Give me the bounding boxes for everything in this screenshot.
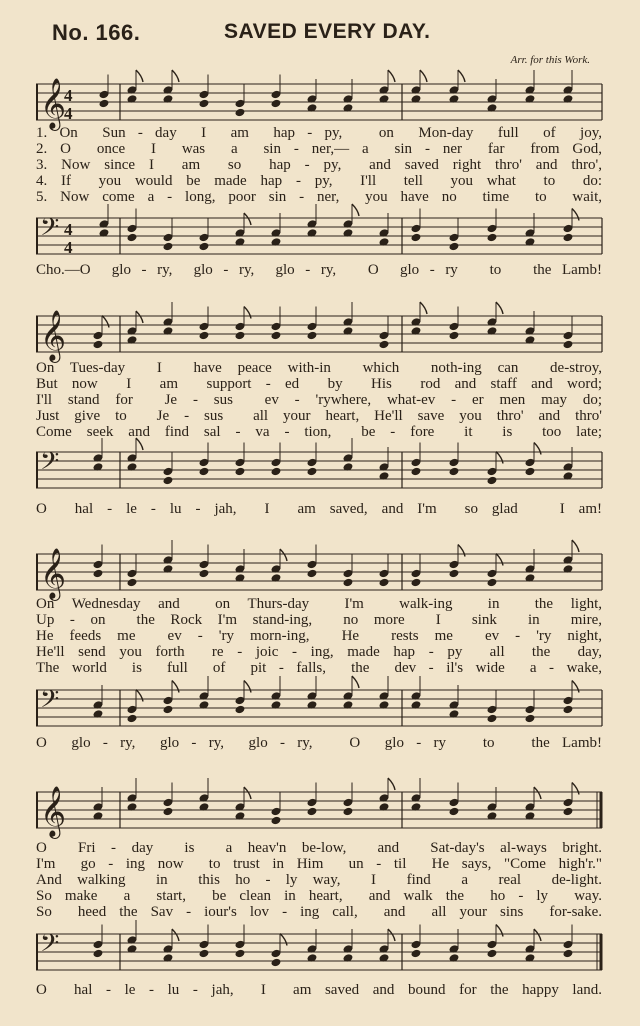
- note-head: [127, 714, 138, 724]
- note-head: [487, 949, 498, 959]
- note-flag: [420, 70, 427, 82]
- bass-staff-4: [36, 926, 614, 974]
- lyric-line: 1. On Sun - day I am hap - py, on Mon-day full of joy,: [36, 125, 602, 141]
- bass-clef-icon: 𝄢: [40, 213, 60, 248]
- lyric-line: He feeds me ev - 'ry morn-ing, He rests me ev - 'ry night,: [36, 628, 602, 644]
- refrain-lyrics-2: O hal - le - lu - jah, I am saved, and I'm so glad I am!: [36, 501, 602, 517]
- treble-staff-2: [36, 308, 614, 361]
- note-flag: [244, 213, 251, 225]
- note-head: [163, 242, 174, 252]
- lyric-line: 3. Now since I am so hap - py, and saved right thro' and thro',: [36, 157, 602, 173]
- note-head: [307, 467, 318, 477]
- note-head: [199, 331, 210, 341]
- note-flag: [172, 929, 179, 941]
- note-head: [127, 233, 138, 243]
- note-flag: [388, 929, 395, 941]
- note-head: [163, 807, 174, 817]
- time-signature-top: 4: [64, 220, 73, 239]
- note-flag: [352, 204, 359, 216]
- note-head: [307, 331, 318, 341]
- note-flag: [136, 311, 143, 323]
- note-flag: [244, 681, 251, 693]
- lyric-line: I'm go - ing now to trust in Him un - til He says, "Come high'r.": [36, 856, 602, 872]
- note-flag: [102, 316, 109, 328]
- note-head: [449, 467, 460, 477]
- note-flag: [534, 929, 541, 941]
- lyric-line: 2. O once I was a sin - ner,— a sin - ner far from God,: [36, 141, 602, 157]
- note-head: [525, 467, 536, 477]
- lyric-line: But now I am support - ed by His rod and staff and word;: [36, 376, 602, 392]
- note-head: [93, 569, 104, 579]
- note-head: [271, 467, 282, 477]
- note-flag: [244, 787, 251, 799]
- note-flag: [172, 70, 179, 82]
- treble-staff-3: [36, 546, 614, 599]
- lyric-line: 4. If you would be made hap - py, I'll tell you what to do:: [36, 173, 602, 189]
- verse-lyrics-4: [36, 840, 602, 920]
- refrain-lyrics-1: Cho.—O glo - ry, glo - ry, glo - ry, O glo - ry to the Lamb!: [36, 262, 602, 278]
- lyric-line: I'll stand for Je - sus ev - 'rywhere, what-ev - er men may do;: [36, 392, 602, 408]
- note-head: [235, 108, 246, 118]
- note-flag: [458, 70, 465, 82]
- note-head: [199, 242, 210, 252]
- lyric-line: He'll send you forth re - joic - ing, made hap - py all the day,: [36, 644, 602, 660]
- note-head: [411, 467, 422, 477]
- lyric-line: So heed the Sav - iour's lov - ing call, and all your sins for-sake.: [36, 904, 602, 920]
- lyric-line: 5. Now come a - long, poor sin - ner, you have no time to wait,: [36, 189, 602, 205]
- note-flag: [458, 545, 465, 557]
- note-head: [235, 705, 246, 715]
- note-head: [271, 331, 282, 341]
- note-head: [563, 233, 574, 243]
- note-head: [271, 958, 282, 968]
- refrain-lyrics-3: O glo - ry, glo - ry, glo - ry, O glo - ry to the Lamb!: [36, 735, 602, 751]
- verse-lyrics-1: [36, 125, 602, 205]
- treble-staff-4: [36, 784, 614, 837]
- note-head: [379, 578, 390, 588]
- note-head: [449, 242, 460, 252]
- hymn-number: No. 166.: [52, 20, 141, 45]
- lyric-line: Come seek and find sal - va - tion, be - fore it is too late;: [36, 424, 602, 440]
- note-head: [199, 467, 210, 477]
- lyric-line: On Tues-day I have peace with-in which noth-ing can de-stroy,: [36, 360, 602, 376]
- note-flag: [496, 452, 503, 464]
- note-head: [307, 807, 318, 817]
- note-head: [99, 99, 110, 109]
- treble-clef-icon: 𝄞: [40, 310, 67, 361]
- note-head: [563, 807, 574, 817]
- note-head: [127, 578, 138, 588]
- note-head: [93, 949, 104, 959]
- note-head: [487, 233, 498, 243]
- note-head: [379, 340, 390, 350]
- note-flag: [496, 554, 503, 566]
- note-flag: [280, 934, 287, 946]
- note-head: [199, 99, 210, 109]
- bass-clef-icon: 𝄢: [40, 929, 60, 964]
- note-head: [235, 949, 246, 959]
- lyric-line: Just give to Je - sus all your heart, He'll save you thro' and thro': [36, 408, 602, 424]
- bass-clef-icon: 𝄢: [40, 685, 60, 720]
- lyric-line: The world is full of pit - falls, the dev - il's wide a - wake,: [36, 660, 602, 676]
- note-flag: [572, 209, 579, 221]
- note-head: [271, 816, 282, 826]
- treble-clef-icon: 𝄞: [40, 78, 67, 129]
- note-flag: [534, 787, 541, 799]
- lyric-line: On Wednesday and on Thurs-day I'm walk-ing in the light,: [36, 596, 602, 612]
- arrangement-credit: Arr. for this Work.: [510, 54, 590, 66]
- note-head: [163, 476, 174, 486]
- note-flag: [572, 681, 579, 693]
- note-head: [487, 476, 498, 486]
- note-flag: [136, 690, 143, 702]
- time-signature-bottom: 4: [64, 238, 73, 257]
- refrain-lyrics-4: O hal - le - lu - jah, I am saved and bound for the happy land.: [36, 982, 602, 998]
- bass-staff-3: [36, 682, 614, 730]
- note-head: [93, 340, 104, 350]
- note-head: [235, 467, 246, 477]
- note-flag: [388, 778, 395, 790]
- note-head: [449, 807, 460, 817]
- note-head: [563, 949, 574, 959]
- note-flag: [172, 681, 179, 693]
- note-head: [411, 233, 422, 243]
- note-flag: [496, 925, 503, 937]
- hymn-title: SAVED EVERY DAY.: [224, 20, 431, 43]
- note-head: [411, 578, 422, 588]
- note-head: [487, 578, 498, 588]
- note-head: [199, 949, 210, 959]
- note-head: [563, 705, 574, 715]
- treble-clef-icon: 𝄞: [40, 548, 67, 599]
- note-head: [307, 569, 318, 579]
- note-head: [199, 569, 210, 579]
- note-flag: [572, 783, 579, 795]
- note-flag: [572, 540, 579, 552]
- note-head: [163, 705, 174, 715]
- lyric-line: O Fri - day is a heav'n be-low, and Sat-day's al-ways bright.: [36, 840, 602, 856]
- treble-clef-icon: 𝄞: [40, 786, 67, 837]
- note-head: [449, 331, 460, 341]
- note-head: [563, 340, 574, 350]
- note-flag: [496, 302, 503, 314]
- note-head: [525, 714, 536, 724]
- note-head: [343, 807, 354, 817]
- note-flag: [534, 443, 541, 455]
- note-flag: [244, 307, 251, 319]
- verse-lyrics-3: [36, 596, 602, 676]
- verse-lyrics-2: [36, 360, 602, 440]
- bass-staff-2: [36, 444, 614, 492]
- note-head: [487, 714, 498, 724]
- note-flag: [136, 70, 143, 82]
- note-head: [235, 331, 246, 341]
- time-signature-top: 4: [64, 86, 73, 105]
- note-head: [271, 99, 282, 109]
- time-signature-bottom: 4: [64, 104, 73, 123]
- note-head: [449, 569, 460, 579]
- lyric-line: And walking in this ho - ly way, I find a real de-light.: [36, 872, 602, 888]
- treble-staff-1: [36, 76, 614, 129]
- note-flag: [388, 70, 395, 82]
- lyric-line: Up - on the Rock I'm stand-ing, no more I sink in mire,: [36, 612, 602, 628]
- note-flag: [420, 302, 427, 314]
- note-flag: [352, 676, 359, 688]
- bass-staff-1: [36, 210, 614, 258]
- note-head: [411, 949, 422, 959]
- note-flag: [280, 549, 287, 561]
- note-head: [343, 578, 354, 588]
- lyric-line: So make a start, be clean in heart, and walk the ho - ly way.: [36, 888, 602, 904]
- bass-clef-icon: 𝄢: [40, 447, 60, 482]
